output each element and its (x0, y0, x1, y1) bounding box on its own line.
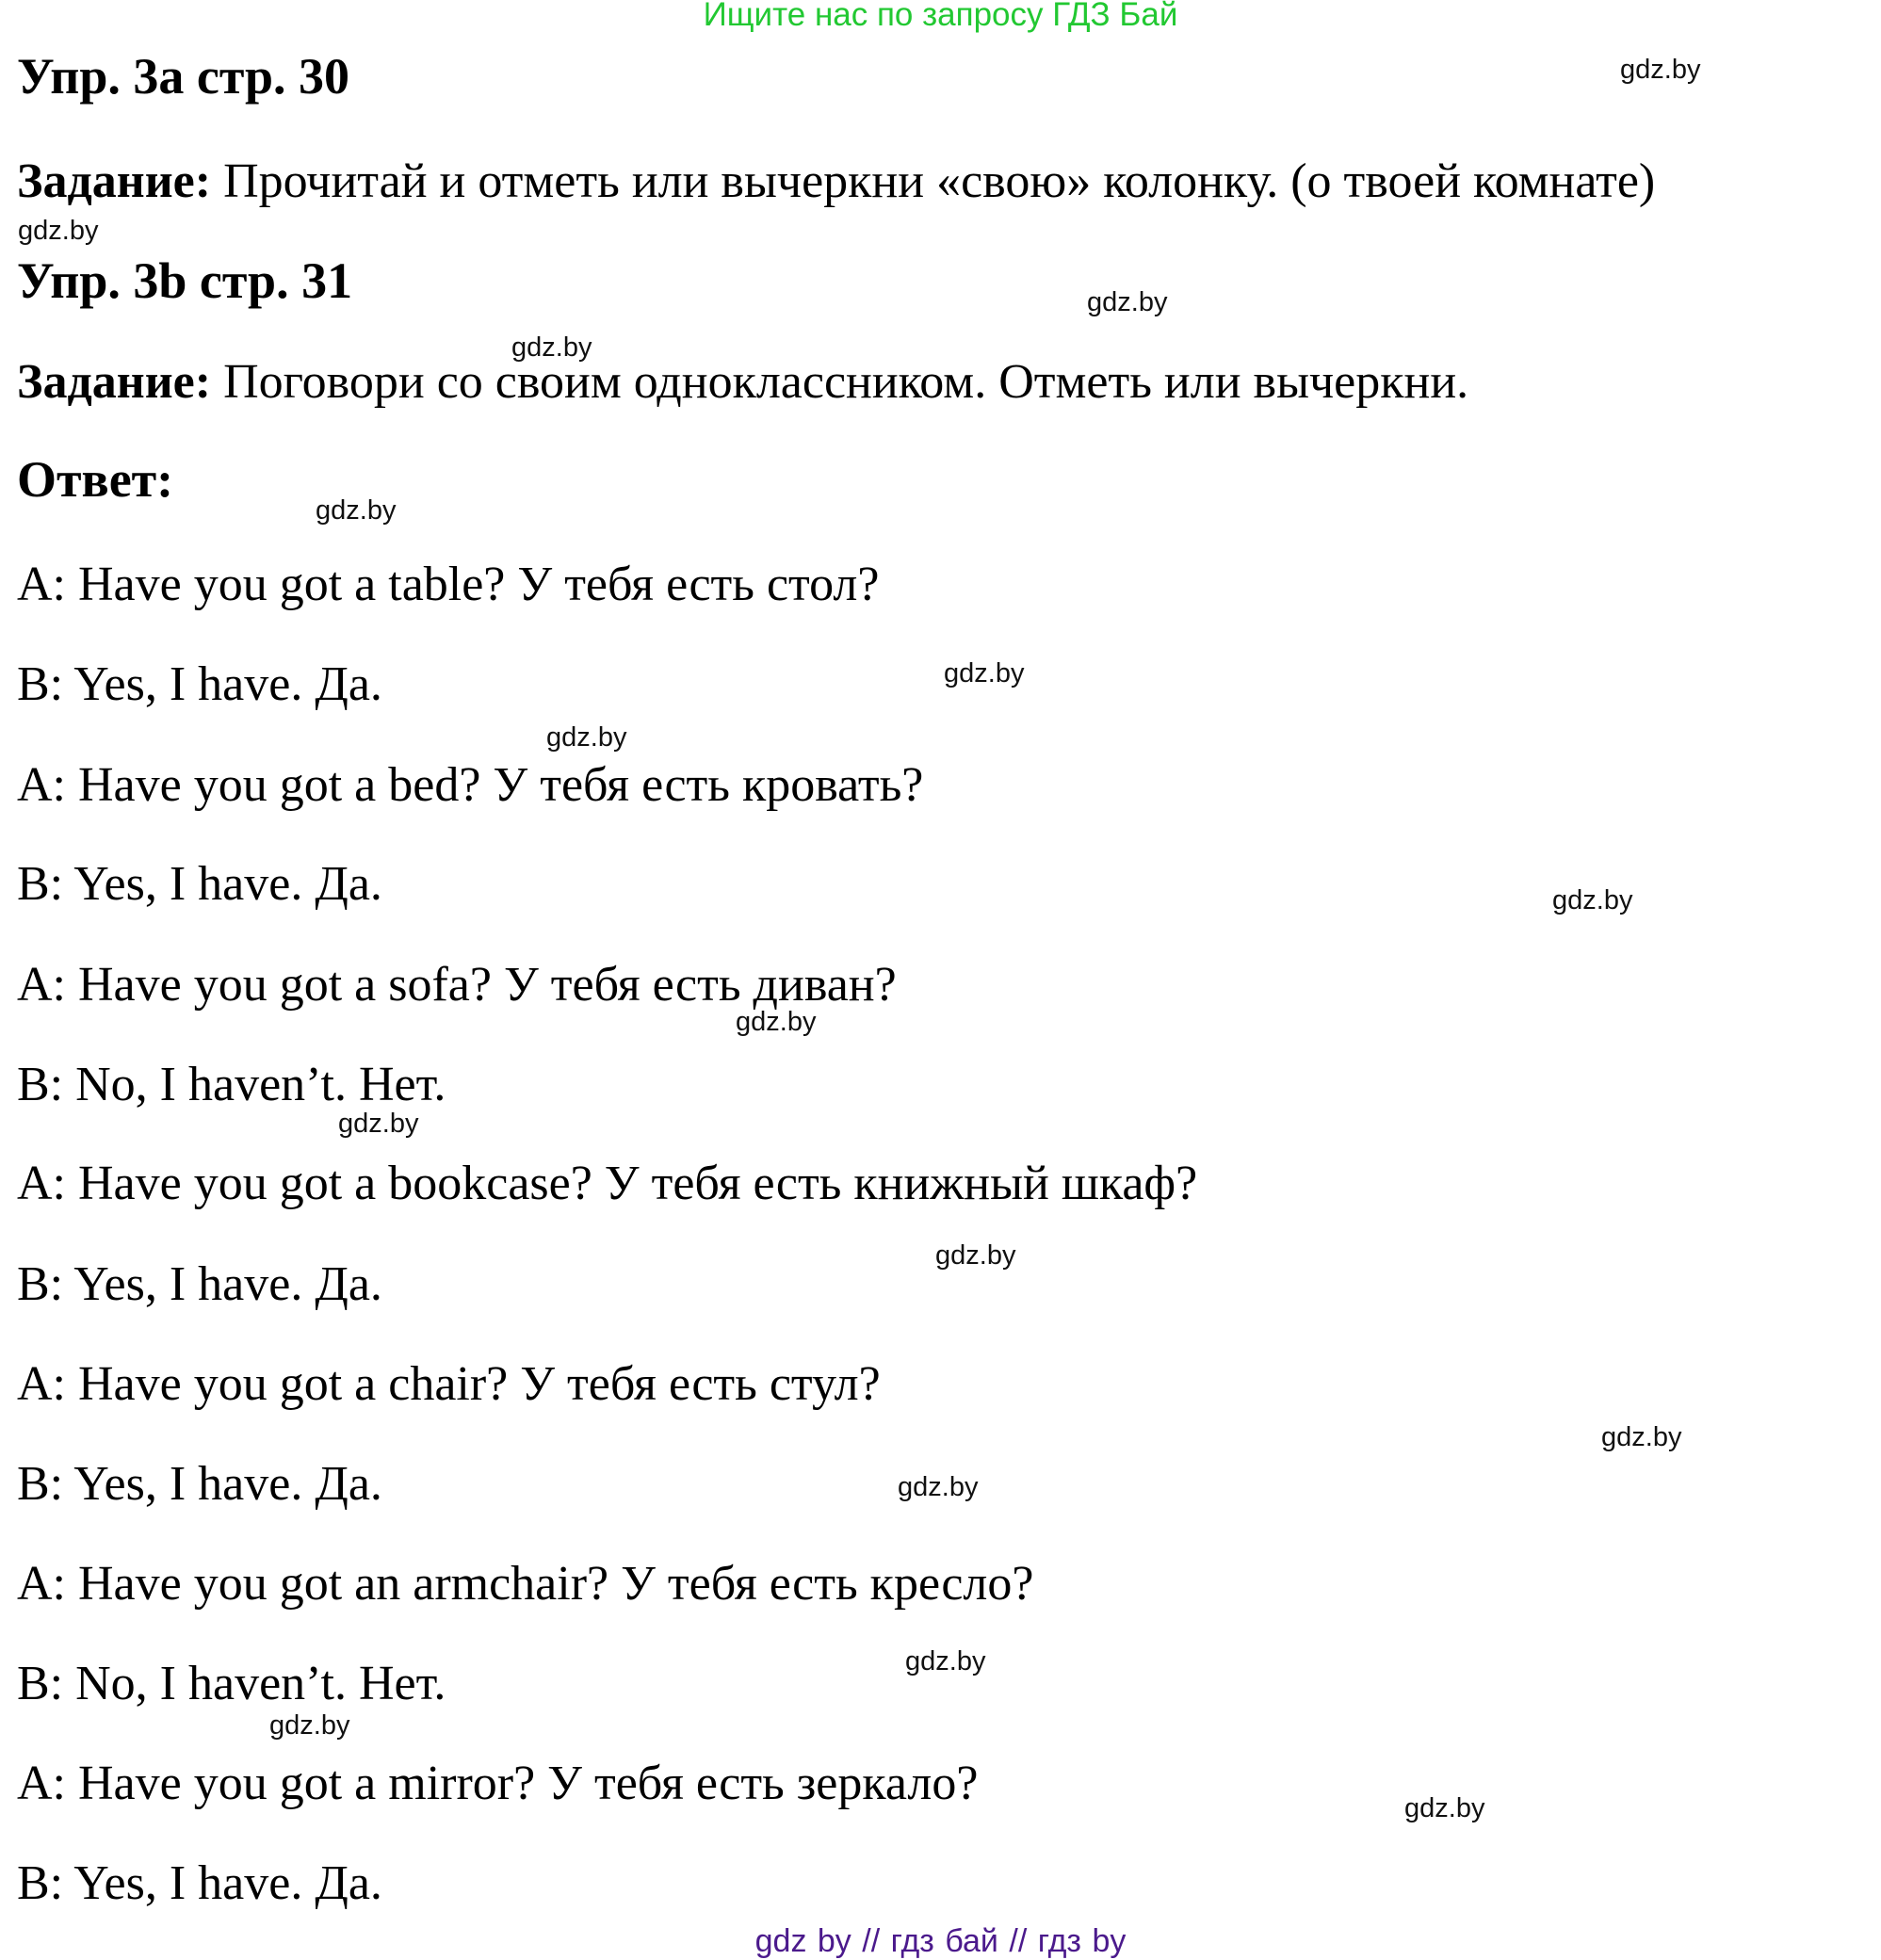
watermark: gdz.by (269, 1710, 350, 1741)
task-text: Поговори со своим одноклассником. Отметь или вычеркни. (211, 355, 1469, 409)
search-banner: Ищите нас по запросу ГДЗ Бай (703, 0, 1178, 33)
watermark: gdz.by (18, 216, 99, 246)
exercise-3a-task (17, 154, 1655, 209)
watermark: gdz.by (511, 332, 592, 363)
task-label: Задание: (17, 355, 212, 409)
watermark: gdz.by (546, 722, 627, 753)
dialogue-line: B: No, I haven’t. Нет. (17, 1657, 446, 1710)
dialogue-line: B: Yes, I have. Да. (17, 1856, 382, 1910)
dialogue-line: B: Yes, I have. Да. (17, 857, 382, 911)
watermark: gdz.by (1601, 1422, 1682, 1452)
watermark: gdz.by (944, 658, 1025, 688)
dialogue-line: B: Yes, I have. Да. (17, 1257, 382, 1311)
watermark: gdz.by (935, 1240, 1016, 1271)
dialogue-line: B: Yes, I have. Да. (17, 657, 382, 711)
dialogue-line: A: Have you got a bookcase? У тебя есть книжный шкаф? (17, 1157, 1198, 1210)
exercise-3b-task (17, 354, 1468, 410)
dialogue-line: A: Have you got an armchair? У тебя есть кресло? (17, 1557, 1034, 1611)
dialogue-line: A: Have you got a table? У тебя есть стол? (17, 558, 880, 611)
exercise-3a-heading: Упр. 3а стр. 30 (17, 48, 350, 105)
watermark: gdz.by (1552, 885, 1633, 915)
watermark: gdz.by (898, 1472, 979, 1502)
answer-label: Ответ: (17, 451, 174, 508)
task-label: Задание: (17, 154, 212, 208)
dialogue-line: A: Have you got a chair? У тебя есть стул? (17, 1357, 881, 1411)
dialogue-line: A: Have you got a bed? У тебя есть кровать? (17, 758, 924, 812)
task-text: Прочитай и отметь или вычеркни «свою» колонку. (о твоей комнате) (211, 154, 1656, 208)
watermark: gdz.by (1087, 287, 1168, 317)
dialogue-line: A: Have you got a sofa? У тебя есть диван? (17, 958, 897, 1012)
watermark: gdz.by (338, 1109, 419, 1139)
watermark: gdz.by (316, 495, 397, 526)
footer-watermark: gdz by // гдз бай // гдз by (754, 1923, 1127, 1959)
watermark: gdz.by (1404, 1793, 1485, 1823)
dialogue-line: B: Yes, I have. Да. (17, 1457, 382, 1511)
watermark: gdz.by (905, 1646, 986, 1677)
exercise-3b-heading: Упр. 3b стр. 31 (17, 252, 353, 309)
watermark: gdz.by (1620, 55, 1701, 85)
dialogue-line: A: Have you got a mirror? У тебя есть зеркало? (17, 1757, 979, 1810)
watermark: gdz.by (736, 1007, 817, 1037)
dialogue-line: B: No, I haven’t. Нет. (17, 1058, 446, 1111)
